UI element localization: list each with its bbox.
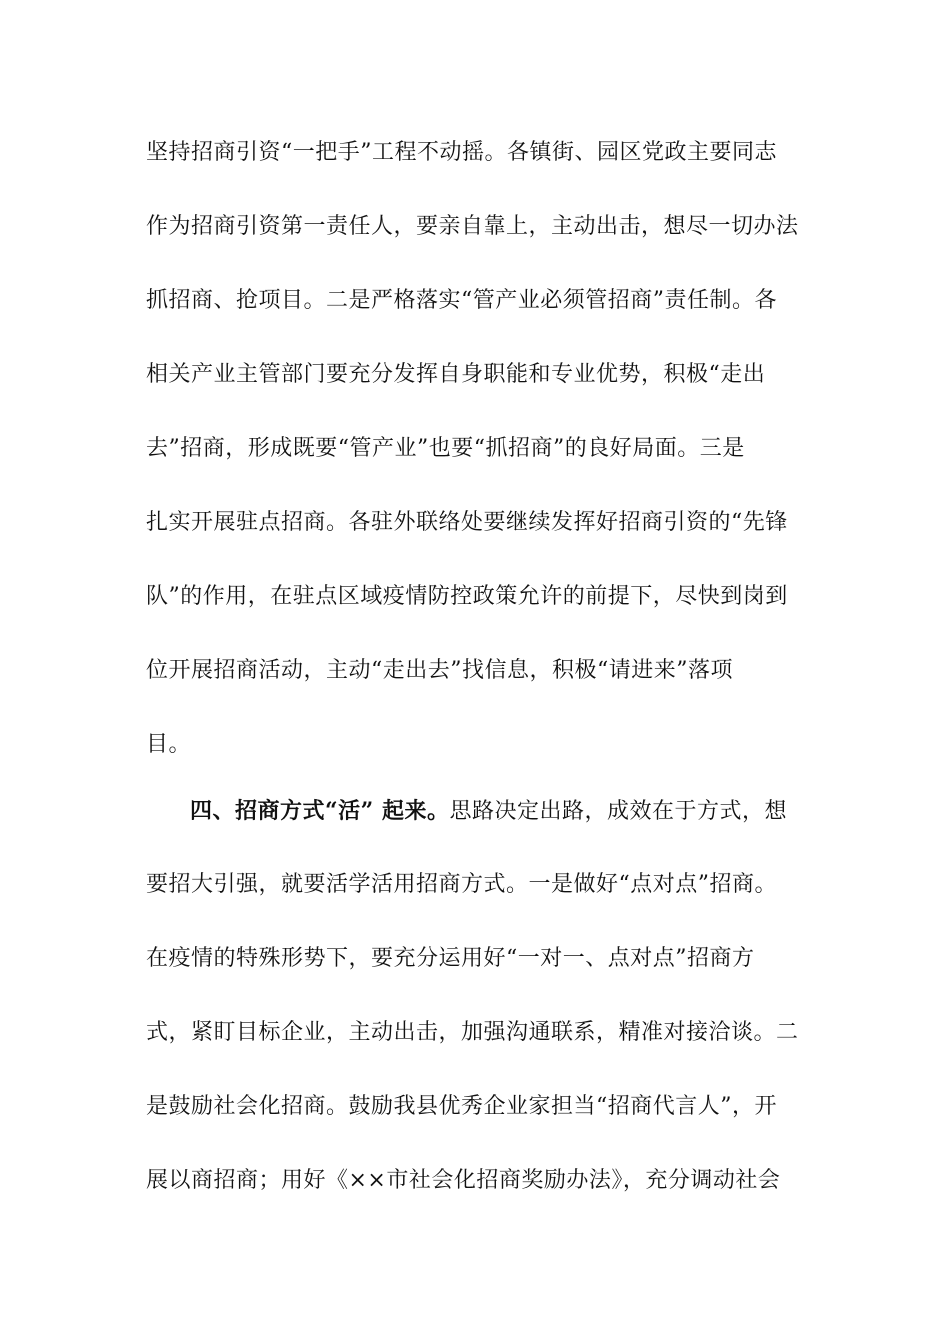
paragraph-line: 去”招商，形成既要“管产业”也要“抓招商”的良好局面。三是 [146,436,745,461]
paragraph-line: 式，紧盯目标企业，主动出击，加强沟通联系，精准对接洽谈。二 [146,1020,799,1045]
paragraph-line: 位开展招商活动，主动“走出去”找信息，积极“请进来”落项 [146,658,733,683]
paragraph-line: 队”的作用，在驻点区域疫情防控政策允许的前提下，尽快到岗到 [146,584,788,609]
section-four-first-line [190,791,850,831]
paragraph-line: 坚持招商引资“一把手”工程不动摇。各镇街、园区党政主要同志 [146,140,777,165]
paragraph-line: 是鼓励社会化招商。鼓励我县优秀企业家担当“招商代言人”，开 [146,1094,777,1119]
section-heading: 四、招商方式“活” 起来。 [190,798,450,824]
paragraph-line: 展以商招商；用好《××市社会化招商奖励办法》，充分调动社会 [146,1168,781,1193]
paragraph-line: 相关产业主管部门要充分发挥自身职能和专业优势，积极“走出 [146,362,766,387]
paragraph-line: 在疫情的特殊形势下，要充分运用好“一对一、点对点”招商方 [146,946,755,971]
paragraph-line: 作为招商引资第一责任人，要亲自靠上，主动出击，想尽一切办法 [146,214,799,239]
section-first-line-text: 思路决定出路，成效在于方式，想 [449,799,787,824]
paragraph-line: 要招大引强，就要活学活用招商方式。一是做好“点对点”招商。 [146,872,777,897]
paragraph-line: 抓招商、抢项目。二是严格落实“管产业必须管招商”责任制。各 [146,288,777,313]
paragraph-line: 扎实开展驻点招商。各驻外联络处要继续发挥好招商引资的“先锋 [146,510,788,535]
paragraph-line: 目。 [146,732,192,757]
